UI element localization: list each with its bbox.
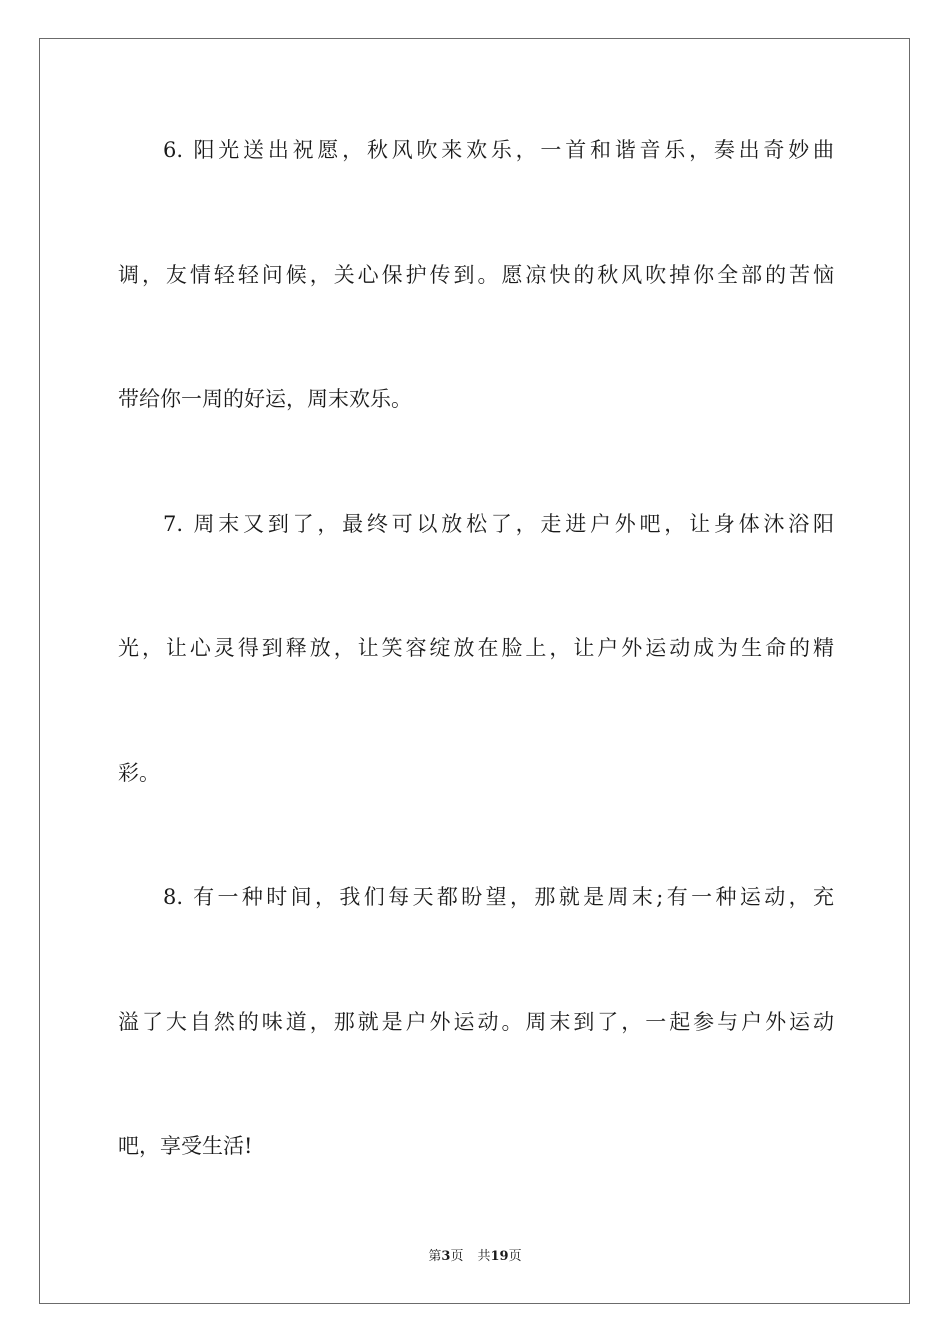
footer-page-prefix: 第 <box>428 1249 442 1264</box>
paragraph-6-line-2: 调，友情轻轻问候，关心保护传到。愿凉快的秋风吹掉你全部的苦恼 <box>118 263 834 287</box>
footer-total-suffix: 页 <box>508 1249 522 1264</box>
paragraph-6-line-1: 6. 阳光送出祝愿，秋风吹来欢乐，一首和谐音乐，奏出奇妙曲 <box>163 138 834 162</box>
page-footer <box>0 1248 950 1266</box>
paragraph-6-line-3: 带给你一周的好运，周末欢乐。 <box>118 387 412 411</box>
page-frame <box>39 38 910 1304</box>
paragraph-7-line-3: 彩。 <box>118 761 160 785</box>
footer-page-number: 3 <box>441 1249 451 1264</box>
paragraph-8-line-3: 吧，享受生活! <box>118 1134 253 1158</box>
footer-total-prefix: 共 <box>477 1249 491 1264</box>
paragraph-8-line-2: 溢了大自然的味道，那就是户外运动。周末到了，一起参与户外运动 <box>118 1010 834 1034</box>
footer-page-suffix: 页 <box>450 1249 464 1264</box>
paragraph-7-line-2: 光，让心灵得到释放，让笑容绽放在脸上，让户外运动成为生命的精 <box>118 636 834 660</box>
paragraph-7-line-1: 7. 周末又到了，最终可以放松了，走进户外吧，让身体沐浴阳 <box>163 512 834 536</box>
footer-total-pages: 19 <box>490 1249 509 1264</box>
paragraph-8-line-1: 8. 有一种时间，我们每天都盼望，那就是周末;有一种运动，充 <box>163 885 834 909</box>
